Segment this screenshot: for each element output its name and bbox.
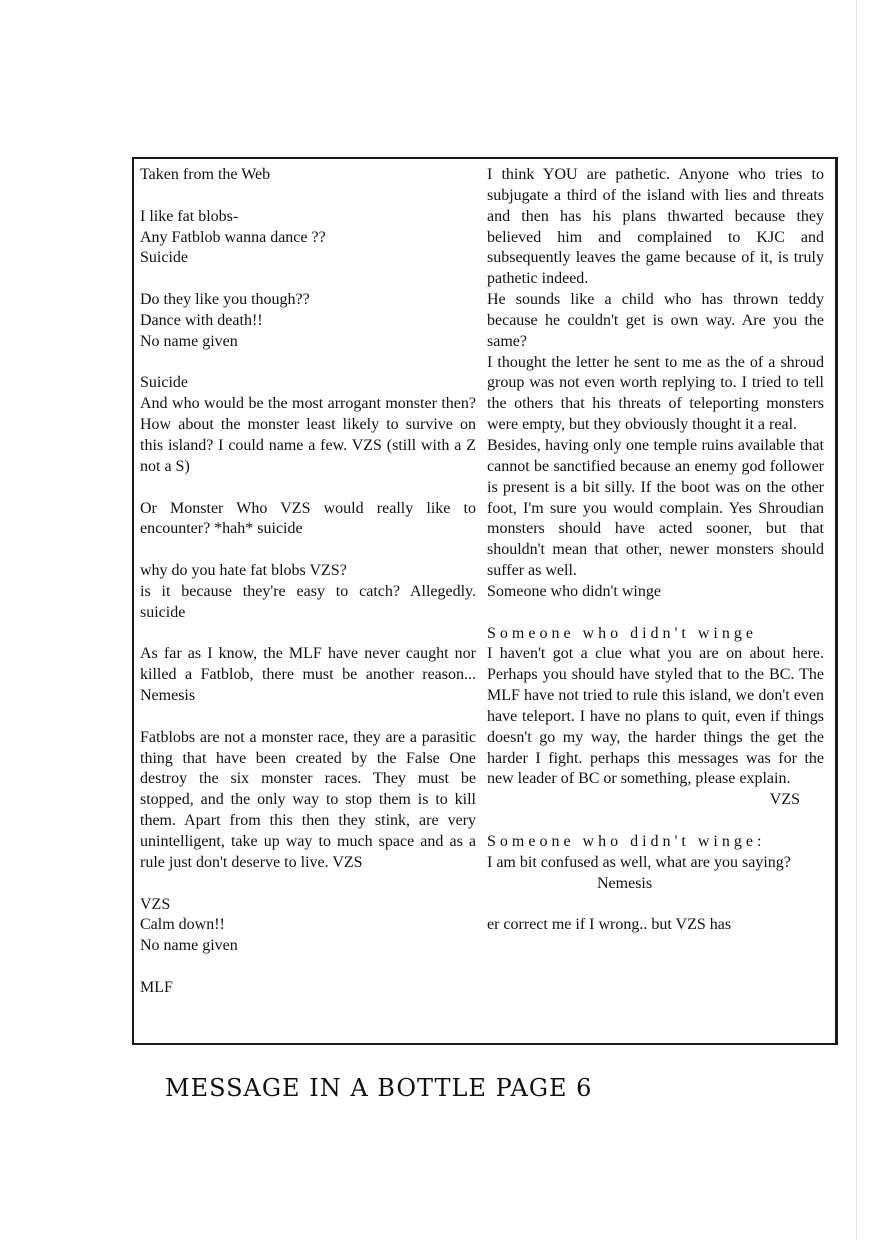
letter-pathetic [487,165,824,603]
letter-reply-vzs [487,624,824,812]
letter-signature: No name given [140,937,238,955]
letter-signature: Someone who didn't winge [487,582,661,600]
letter-why-hate [140,561,476,624]
left-column [140,165,476,1020]
letter-line: Do they like you though?? [140,291,310,309]
letter-mlf-never [140,644,476,707]
page-footer-title: MESSAGE IN A BOTTLE PAGE 6 [165,1074,593,1102]
letter-body: is it because they're easy to catch? Allegedly. suicide [140,582,476,621]
letter-encounter [140,499,476,541]
letter-body: Fatblobs are not a monster race, they are a parasitic thing that have been created by the False One destroy the six monster races. They must be stopped, and the only way to stop them is to kill them. Apart from this then they stink, are very unintelligent, take up way to much space and as a rule just don't deserve to live. VZS [140,728,476,871]
letter-mlf [140,978,476,999]
letter-dance [140,290,476,353]
letter-body: Besides, having only one temple ruins available that cannot be sanctified because an enemy god follower is present is a bit silly. If the boot was on the other foot, I'm sure you would complain. Yes Shroudian monsters should have acted sooner, but that shouldn't mean that other, newer monsters should suffer as well. [487,436,824,580]
letter-line: Calm down!! [140,916,225,934]
letter-source [140,165,476,186]
letter-line: Any Fatblob wanna dance ?? [140,228,326,246]
letter-signature: Nemesis [597,874,653,892]
letter-body: Or Monster Who VZS would really like to encounter? *hah* suicide [140,499,476,538]
letter-reply-nemesis [487,832,824,895]
letter-line: I like fat blobs- [140,207,239,225]
letter-body: I think YOU are pathetic. Anyone who tries to subjugate a third of the island with lies and threats and then has his plans thwarted because they believed him and complained to KJC and subsequently leaves the game because of it, is truly pathetic indeed. [487,166,824,288]
letter-correct-me [487,915,824,936]
letter-heading: Someone who didn't winge: [487,833,766,850]
letter-heading: VZS [140,895,171,913]
letter-line: why do you hate fat blobs VZS? [140,562,347,580]
right-column [487,165,824,936]
letter-calm-down [140,895,476,958]
letter-body: And who would be the most arrogant monster then? How about the monster least likely to survive on this island? I could name a few. VZS (still with a Z not a S) [140,395,476,475]
letter-body: He sounds like a child who has thrown teddy because he couldn't get is own way. Are you the same? [487,291,824,350]
letter-heading: MLF [140,978,173,996]
letter-line: Dance with death!! [140,311,263,329]
scan-edge-line [856,0,857,1240]
letter-body: I thought the letter he sent to me as the of a shroud group was not even worth replying to. I tried to tell the others that his threats of teleporting monsters were empty, but they obviously thought it a real. [487,353,824,434]
letter-signature: No name given [140,332,238,350]
letter-parasitic [140,728,476,874]
letter-body: er correct me if I wrong.. but VZS has [487,916,732,934]
letter-signature: Suicide [140,249,188,267]
letter-body: I haven't got a clue what you are on about here. Perhaps you should have styled that to the BC. The MLF have not tried to rule this island, we don't even have teleport. I have no plans to quit, even if things doesn't go my way, the harder things the get the harder I fight. perhaps this messages was for the new leader of BC or something, please explain. [487,645,824,788]
letter-body: I am bit confused as well, what are you saying? [487,853,791,871]
letter-signature: VZS [769,791,800,809]
letter-heading: Suicide [140,374,188,392]
letter-heading: Someone who didn't winge [487,624,757,642]
letter-fatblobs [140,207,476,270]
letter-line: Taken from the Web [140,166,271,183]
letter-body: As far as I know, the MLF have never caught nor killed a Fatblob, there must be another reason... Nemesis [140,645,476,705]
letter-arrogant [140,373,476,477]
